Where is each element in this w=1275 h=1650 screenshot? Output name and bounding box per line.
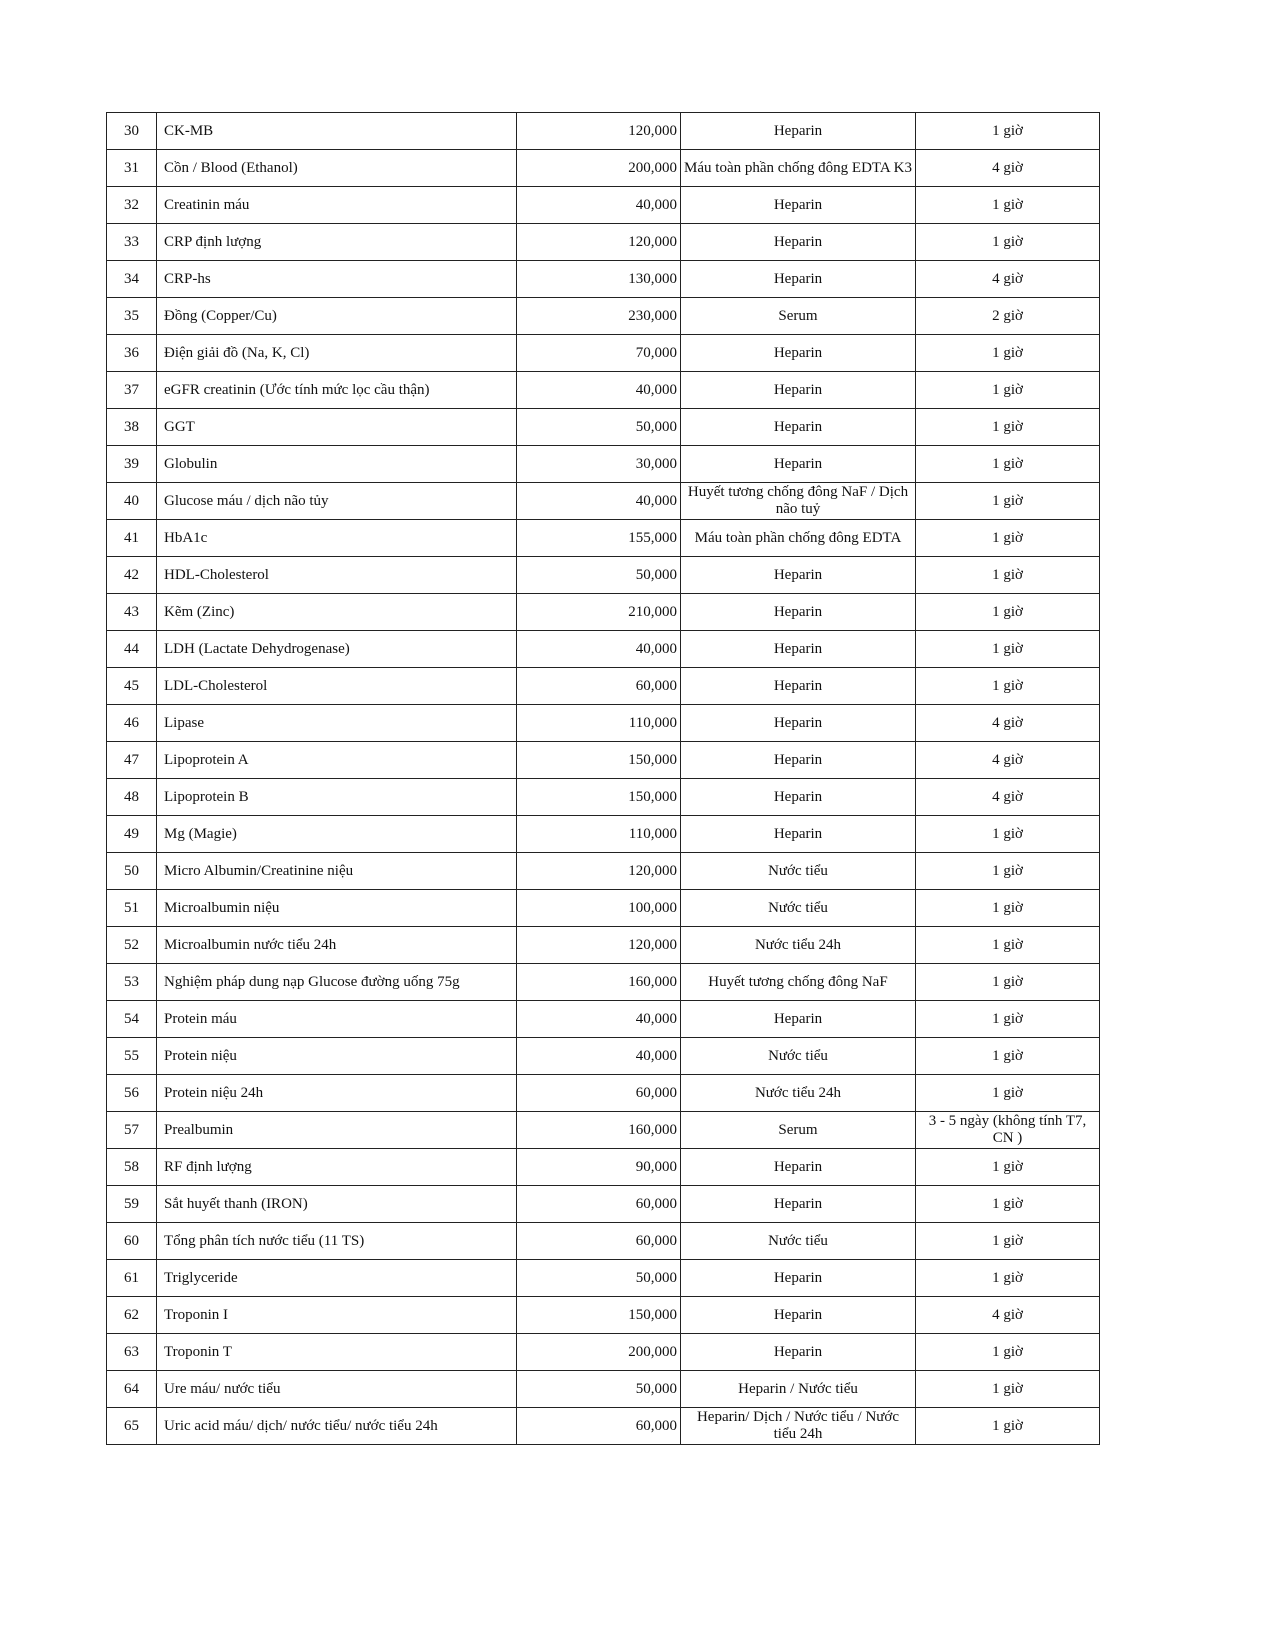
table-row	[107, 1186, 1100, 1223]
turnaround-time: 1 giờ	[916, 1149, 1100, 1186]
turnaround-time: 4 giờ	[916, 1297, 1100, 1334]
table-row	[107, 520, 1100, 557]
test-name: Triglyceride	[157, 1260, 517, 1297]
test-name: Lipase	[157, 705, 517, 742]
sample-type: Heparin	[681, 557, 916, 594]
table-row	[107, 631, 1100, 668]
test-name: Protein máu	[157, 1001, 517, 1038]
test-name: Uric acid máu/ dịch/ nước tiểu/ nước tiểu 24h	[157, 1408, 517, 1445]
test-name: LDH (Lactate Dehydrogenase)	[157, 631, 517, 668]
turnaround-time: 1 giờ	[916, 187, 1100, 224]
turnaround-time: 1 giờ	[916, 483, 1100, 520]
test-name: Điện giải đồ (Na, K, Cl)	[157, 335, 517, 372]
table-row	[107, 1223, 1100, 1260]
table-row	[107, 816, 1100, 853]
table-row	[107, 1260, 1100, 1297]
sample-type: Máu toàn phần chống đông EDTA	[681, 520, 916, 557]
test-name: Sắt huyết thanh (IRON)	[157, 1186, 517, 1223]
test-price: 160,000	[517, 964, 681, 1001]
table-body	[107, 113, 1100, 1445]
test-name: HDL-Cholesterol	[157, 557, 517, 594]
turnaround-time: 1 giờ	[916, 964, 1100, 1001]
sample-type: Nước tiểu	[681, 853, 916, 890]
table-row	[107, 446, 1100, 483]
table-row	[107, 335, 1100, 372]
sample-type: Máu toàn phần chống đông EDTA K3	[681, 150, 916, 187]
sample-type: Huyết tương chống đông NaF	[681, 964, 916, 1001]
sample-type: Heparin	[681, 335, 916, 372]
row-number: 61	[107, 1260, 157, 1297]
turnaround-time: 1 giờ	[916, 927, 1100, 964]
sample-type: Nước tiểu 24h	[681, 927, 916, 964]
turnaround-time: 1 giờ	[916, 1223, 1100, 1260]
row-number: 38	[107, 409, 157, 446]
row-number: 64	[107, 1371, 157, 1408]
turnaround-time: 1 giờ	[916, 890, 1100, 927]
test-price: 130,000	[517, 261, 681, 298]
table-row	[107, 372, 1100, 409]
turnaround-time: 1 giờ	[916, 409, 1100, 446]
turnaround-time: 4 giờ	[916, 779, 1100, 816]
turnaround-time: 4 giờ	[916, 150, 1100, 187]
sample-type: Nước tiểu 24h	[681, 1075, 916, 1112]
row-number: 51	[107, 890, 157, 927]
test-price: 150,000	[517, 779, 681, 816]
table-row	[107, 1001, 1100, 1038]
row-number: 46	[107, 705, 157, 742]
test-name: Tổng phân tích nước tiểu (11 TS)	[157, 1223, 517, 1260]
test-name: Micro Albumin/Creatinine niệu	[157, 853, 517, 890]
test-price: 40,000	[517, 1001, 681, 1038]
test-price-table	[106, 112, 1100, 1445]
test-price: 110,000	[517, 816, 681, 853]
test-name: Prealbumin	[157, 1112, 517, 1149]
table-row	[107, 409, 1100, 446]
test-name: Ure máu/ nước tiểu	[157, 1371, 517, 1408]
table-row	[107, 1371, 1100, 1408]
table-row	[107, 964, 1100, 1001]
turnaround-time: 1 giờ	[916, 816, 1100, 853]
test-price: 30,000	[517, 446, 681, 483]
sample-type: Heparin	[681, 668, 916, 705]
sample-type: Heparin	[681, 705, 916, 742]
test-name: CK-MB	[157, 113, 517, 150]
row-number: 42	[107, 557, 157, 594]
test-name: Đồng (Copper/Cu)	[157, 298, 517, 335]
turnaround-time: 1 giờ	[916, 224, 1100, 261]
test-price: 120,000	[517, 224, 681, 261]
test-name: Protein niệu 24h	[157, 1075, 517, 1112]
test-price: 40,000	[517, 187, 681, 224]
turnaround-time: 4 giờ	[916, 742, 1100, 779]
row-number: 45	[107, 668, 157, 705]
sample-type: Serum	[681, 298, 916, 335]
row-number: 49	[107, 816, 157, 853]
test-price: 60,000	[517, 1408, 681, 1445]
turnaround-time: 3 - 5 ngày (không tính T7, CN )	[916, 1112, 1100, 1149]
turnaround-time: 1 giờ	[916, 335, 1100, 372]
test-price: 155,000	[517, 520, 681, 557]
test-price: 40,000	[517, 631, 681, 668]
sample-type: Nước tiểu	[681, 1223, 916, 1260]
turnaround-time: 1 giờ	[916, 113, 1100, 150]
turnaround-time: 1 giờ	[916, 557, 1100, 594]
test-price: 230,000	[517, 298, 681, 335]
turnaround-time: 2 giờ	[916, 298, 1100, 335]
sample-type: Heparin	[681, 261, 916, 298]
sample-type: Heparin	[681, 409, 916, 446]
test-name: Glucose máu / dịch não tủy	[157, 483, 517, 520]
sample-type: Heparin/ Dịch / Nước tiểu / Nước tiểu 24h	[681, 1408, 916, 1445]
row-number: 62	[107, 1297, 157, 1334]
test-price: 40,000	[517, 1038, 681, 1075]
table-row	[107, 594, 1100, 631]
table-row	[107, 483, 1100, 520]
test-price: 40,000	[517, 483, 681, 520]
test-name: Troponin I	[157, 1297, 517, 1334]
row-number: 56	[107, 1075, 157, 1112]
turnaround-time: 1 giờ	[916, 1371, 1100, 1408]
turnaround-time: 1 giờ	[916, 631, 1100, 668]
test-price: 150,000	[517, 742, 681, 779]
table-row	[107, 890, 1100, 927]
test-name: GGT	[157, 409, 517, 446]
sample-type: Heparin	[681, 446, 916, 483]
table-row	[107, 1334, 1100, 1371]
table-row	[107, 261, 1100, 298]
table-row	[107, 1112, 1100, 1149]
test-name: HbA1c	[157, 520, 517, 557]
row-number: 35	[107, 298, 157, 335]
row-number: 44	[107, 631, 157, 668]
sample-type: Heparin	[681, 594, 916, 631]
test-price: 60,000	[517, 1186, 681, 1223]
test-price: 120,000	[517, 927, 681, 964]
turnaround-time: 4 giờ	[916, 261, 1100, 298]
test-name: Nghiệm pháp dung nạp Glucose đường uống 75g	[157, 964, 517, 1001]
test-price: 110,000	[517, 705, 681, 742]
row-number: 33	[107, 224, 157, 261]
sample-type: Heparin	[681, 1149, 916, 1186]
test-price: 60,000	[517, 668, 681, 705]
test-price: 40,000	[517, 372, 681, 409]
test-name: Kẽm (Zinc)	[157, 594, 517, 631]
test-name: CRP định lượng	[157, 224, 517, 261]
row-number: 54	[107, 1001, 157, 1038]
row-number: 41	[107, 520, 157, 557]
sample-type: Heparin	[681, 742, 916, 779]
turnaround-time: 1 giờ	[916, 1186, 1100, 1223]
turnaround-time: 1 giờ	[916, 1408, 1100, 1445]
row-number: 43	[107, 594, 157, 631]
sample-type: Serum	[681, 1112, 916, 1149]
table-row	[107, 187, 1100, 224]
row-number: 30	[107, 113, 157, 150]
sample-type: Heparin	[681, 1334, 916, 1371]
row-number: 36	[107, 335, 157, 372]
turnaround-time: 4 giờ	[916, 705, 1100, 742]
test-name: Mg (Magie)	[157, 816, 517, 853]
table-row	[107, 705, 1100, 742]
table-row	[107, 1038, 1100, 1075]
table-row	[107, 668, 1100, 705]
row-number: 31	[107, 150, 157, 187]
row-number: 53	[107, 964, 157, 1001]
test-price: 50,000	[517, 409, 681, 446]
turnaround-time: 1 giờ	[916, 1334, 1100, 1371]
turnaround-time: 1 giờ	[916, 372, 1100, 409]
turnaround-time: 1 giờ	[916, 1001, 1100, 1038]
table-row	[107, 557, 1100, 594]
test-price: 160,000	[517, 1112, 681, 1149]
sample-type: Heparin	[681, 631, 916, 668]
row-number: 34	[107, 261, 157, 298]
row-number: 52	[107, 927, 157, 964]
turnaround-time: 1 giờ	[916, 446, 1100, 483]
sample-type: Heparin	[681, 1186, 916, 1223]
turnaround-time: 1 giờ	[916, 1038, 1100, 1075]
table-row	[107, 779, 1100, 816]
row-number: 63	[107, 1334, 157, 1371]
row-number: 58	[107, 1149, 157, 1186]
test-name: Protein niệu	[157, 1038, 517, 1075]
sample-type: Heparin	[681, 1297, 916, 1334]
table-row	[107, 224, 1100, 261]
test-price: 100,000	[517, 890, 681, 927]
test-price: 60,000	[517, 1223, 681, 1260]
sample-type: Heparin	[681, 1260, 916, 1297]
row-number: 39	[107, 446, 157, 483]
turnaround-time: 1 giờ	[916, 520, 1100, 557]
sample-type: Heparin	[681, 816, 916, 853]
test-name: RF định lượng	[157, 1149, 517, 1186]
table-row	[107, 1297, 1100, 1334]
sample-type: Heparin	[681, 1001, 916, 1038]
test-price: 200,000	[517, 1334, 681, 1371]
table-row	[107, 742, 1100, 779]
row-number: 60	[107, 1223, 157, 1260]
sample-type: Huyết tương chống đông NaF / Dịch não tuỷ	[681, 483, 916, 520]
sample-type: Heparin	[681, 224, 916, 261]
table-row	[107, 927, 1100, 964]
row-number: 40	[107, 483, 157, 520]
row-number: 32	[107, 187, 157, 224]
sample-type: Heparin / Nước tiểu	[681, 1371, 916, 1408]
test-price: 50,000	[517, 557, 681, 594]
test-name: eGFR creatinin (Ước tính mức lọc cầu thận)	[157, 372, 517, 409]
test-name: Troponin T	[157, 1334, 517, 1371]
test-price: 210,000	[517, 594, 681, 631]
sample-type: Nước tiểu	[681, 1038, 916, 1075]
row-number: 37	[107, 372, 157, 409]
test-name: Lipoprotein B	[157, 779, 517, 816]
turnaround-time: 1 giờ	[916, 594, 1100, 631]
test-name: Cồn / Blood (Ethanol)	[157, 150, 517, 187]
sample-type: Heparin	[681, 779, 916, 816]
test-name: Lipoprotein A	[157, 742, 517, 779]
row-number: 48	[107, 779, 157, 816]
test-name: Globulin	[157, 446, 517, 483]
sample-type: Heparin	[681, 113, 916, 150]
test-price: 200,000	[517, 150, 681, 187]
turnaround-time: 1 giờ	[916, 1260, 1100, 1297]
row-number: 65	[107, 1408, 157, 1445]
row-number: 50	[107, 853, 157, 890]
test-price: 120,000	[517, 113, 681, 150]
sample-type: Heparin	[681, 372, 916, 409]
test-price: 90,000	[517, 1149, 681, 1186]
test-price: 50,000	[517, 1371, 681, 1408]
turnaround-time: 1 giờ	[916, 853, 1100, 890]
table-row	[107, 298, 1100, 335]
row-number: 55	[107, 1038, 157, 1075]
sample-type: Nước tiểu	[681, 890, 916, 927]
table-row	[107, 853, 1100, 890]
row-number: 57	[107, 1112, 157, 1149]
test-name: Creatinin máu	[157, 187, 517, 224]
test-price: 70,000	[517, 335, 681, 372]
table-row	[107, 1408, 1100, 1445]
row-number: 59	[107, 1186, 157, 1223]
test-name: Microalbumin niệu	[157, 890, 517, 927]
sample-type: Heparin	[681, 187, 916, 224]
test-name: LDL-Cholesterol	[157, 668, 517, 705]
table-row	[107, 1075, 1100, 1112]
test-price: 60,000	[517, 1075, 681, 1112]
test-name: CRP-hs	[157, 261, 517, 298]
test-price: 120,000	[517, 853, 681, 890]
table-row	[107, 113, 1100, 150]
row-number: 47	[107, 742, 157, 779]
test-name: Microalbumin nước tiểu 24h	[157, 927, 517, 964]
test-price: 50,000	[517, 1260, 681, 1297]
test-price: 150,000	[517, 1297, 681, 1334]
turnaround-time: 1 giờ	[916, 1075, 1100, 1112]
table-row	[107, 150, 1100, 187]
table-row	[107, 1149, 1100, 1186]
turnaround-time: 1 giờ	[916, 668, 1100, 705]
